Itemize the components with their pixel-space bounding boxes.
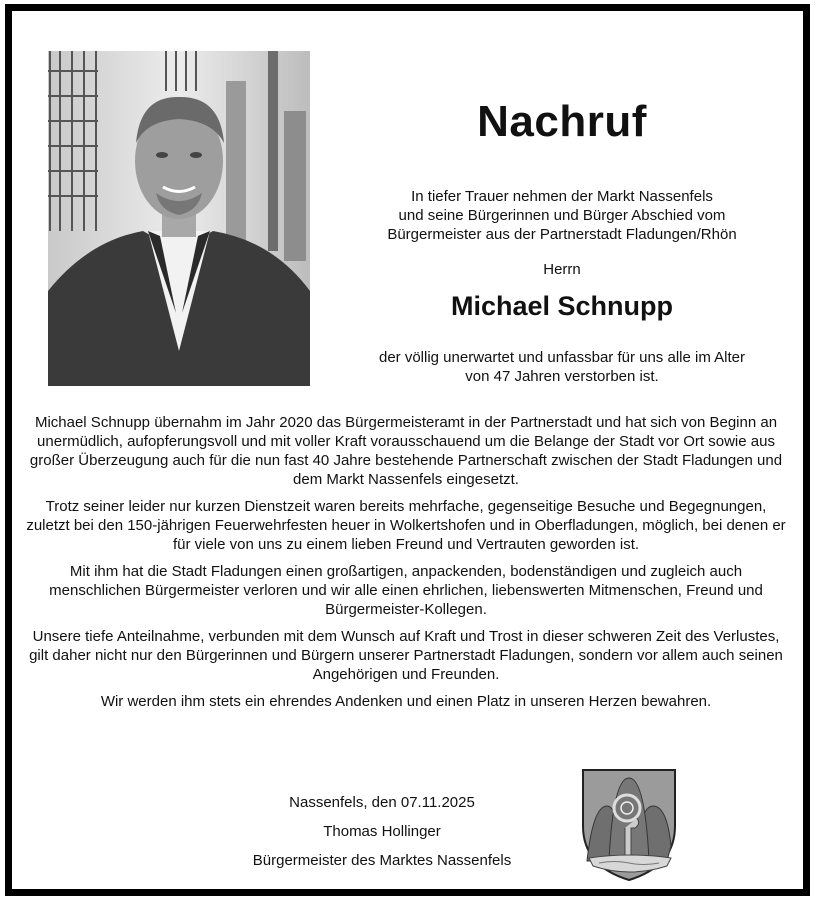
place-date: Nassenfels, den 07.11.2025: [289, 794, 475, 811]
salutation: Herrn: [543, 261, 581, 278]
signature-block: [217, 788, 547, 875]
body-paragraph: Trotz seiner leider nur kurzen Dienstzeit waren bereits mehrfache, gegenseitige Besuche und Begegnungen, zuletzt bei den 150-jährigen Feuerwehrfesten heuer in Wolkertshofen und in Oberfladungen, möglich, bei denen er für viele von uns zu einem lieben Freund und Vertrauten geworden ist.: [26, 498, 786, 553]
intro-line: In tiefer Trauer nehmen der Markt Nassenfels: [411, 188, 713, 205]
obituary-frame: [5, 4, 810, 896]
body-paragraph: Michael Schnupp übernahm im Jahr 2020 das Bürgermeisteramt in der Partnerstadt und hat sich von Beginn an unermüdlich, aufopferungsvoll und mit voller Kraft vorausschauend um die Belange der Stadt vor Ort sowie aus großer Überzeugung auch für die nun fast 40 Jahre bestehende Partnerschaft zwischen der Stadt Fladungen und dem Markt Nassenfels eingesetzt.: [29, 414, 783, 488]
portrait-photo-icon: [48, 51, 310, 386]
portrait-photo: [48, 51, 310, 386]
coat-of-arms-icon: [579, 766, 679, 884]
deceased-name: Michael Schnupp: [450, 291, 674, 321]
death-text: [342, 348, 782, 386]
signer-role: Bürgermeister des Marktes Nassenfels: [252, 852, 512, 869]
intro-line: Bürgermeister aus der Partnerstadt Fladungen/Rhön: [387, 226, 737, 243]
body-paragraph: Mit ihm hat die Stadt Fladungen einen großartigen, anpackenden, bodenständigen und zugleich auch menschlichen Bürgermeister verloren und wir alle einen ehrlichen, liebenswerten Mitmenschen, Freund und Bürgermeister-Kollegen.: [49, 563, 763, 618]
intro-text: [342, 187, 782, 244]
signer-name: Thomas Hollinger: [323, 823, 441, 840]
obituary-body: [26, 413, 786, 719]
intro-line: und seine Bürgerinnen und Bürger Abschied vom: [398, 207, 726, 224]
body-paragraph: Wir werden ihm stets ein ehrendes Andenken und einen Platz in unseren Herzen bewahren.: [100, 693, 712, 710]
death-line: der völlig unerwartet und unfassbar für uns alle im Alter: [378, 349, 746, 366]
death-line: von 47 Jahren verstorben ist.: [465, 368, 659, 385]
body-paragraph: Unsere tiefe Anteilnahme, verbunden mit dem Wunsch auf Kraft und Trost in dieser schweren Zeit des Verlustes, gilt daher nicht nur den Bürgerinnen und Bürgern unserer Partnerstadt Fladungen, sondern vor allem auch seinen Angehörigen und Freunden.: [29, 628, 783, 683]
page-title: Nachruf: [477, 97, 647, 146]
